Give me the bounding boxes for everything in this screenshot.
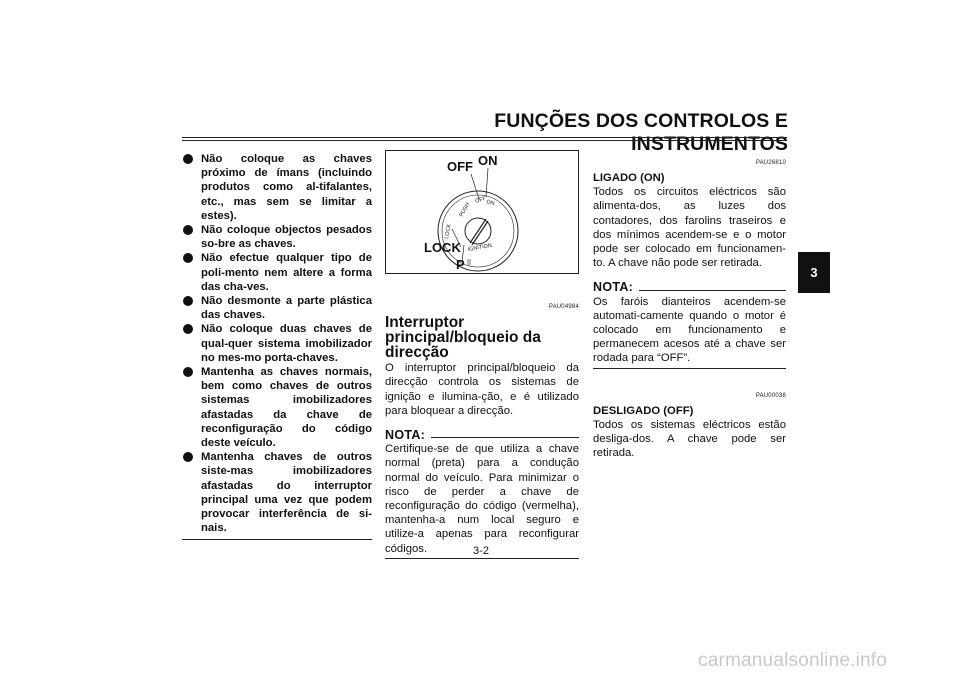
list-item: Não coloque as chaves próximo de ímans (incluindo produtos como al-tifalantes, etc., mas sem se limitar a estes). (182, 152, 372, 223)
list-item: Não coloque duas chaves de qual-quer sistema imobilizador no mes-mo porta-chaves. (182, 322, 372, 365)
subsection-paragraph-on: Todos os circuitos eléctricos são alimenta-dos, as luzes dos contadores, dos farolins traseiros e dos mínimos acendem-se e o motor pode ser colocado em funcionamen-to. A chave não pode ser retirada. (593, 186, 786, 270)
bullet-icon (183, 296, 193, 306)
bullet-icon (183, 225, 193, 235)
note-header (593, 280, 786, 294)
caution-bullet-list (182, 152, 372, 535)
list-item: Não desmonte a parte plástica das chaves. (182, 294, 372, 322)
title-rule (182, 137, 787, 138)
section-paragraph: O interruptor principal/bloqueio da direcção controla os sistemas de ignição e ilumina-ção, e é utilizado para bloquear a direcção. (385, 362, 579, 417)
dial-off-text: OFF (474, 195, 488, 205)
section-code-on: PAU26810 (755, 160, 786, 166)
label-lock: LOCK (424, 240, 461, 255)
bullet-icon (183, 154, 193, 164)
title-rule-thin (182, 140, 787, 141)
note-header (385, 428, 579, 442)
bullet-icon (183, 253, 193, 263)
note-rule (431, 437, 579, 438)
list-item: Mantenha chaves de outros siste-mas imobilizadores afastadas do interruptor principal uma vez que podem provocar interferência de si-nais. (182, 450, 372, 535)
page-title: FUNÇÕES DOS CONTROLOS E INSTRUMENTOS (494, 110, 788, 155)
dial-push-text: PUSH (458, 201, 472, 218)
section-code: PAU04984 (548, 304, 579, 310)
ignition-switch-figure (385, 150, 579, 274)
list-item: Mantenha as chaves normais, bem como chaves de outros sistemas imobilizadores afastadas da chave de reconfiguração do código deste veículo. (182, 365, 372, 450)
note-text: Os faróis dianteiros acendem-se automati-camente quando o motor é colocado em funcionamento e permanecem acesos até a chave ser rodada para “OFF”. (593, 295, 786, 365)
ignition-dial-illustration (386, 151, 578, 273)
dial-ignition-text: IGNITION (467, 242, 493, 253)
note-label: NOTA: (385, 428, 426, 443)
caution-end-rule (182, 539, 372, 540)
subsection-title-on: LIGADO (ON) (593, 172, 665, 185)
note-end-rule (385, 558, 579, 559)
column-middle (385, 150, 579, 559)
section-title: Interruptor principal/bloqueio da direcção (385, 314, 541, 362)
bullet-icon (183, 452, 193, 462)
bullet-icon (183, 367, 193, 377)
note-end-rule (593, 368, 786, 369)
subsection-paragraph-off: Todos os sistemas eléctricos estão desliga-dos. A chave pode ser retirada. (593, 418, 786, 460)
column-left (182, 152, 372, 540)
label-on: ON (478, 153, 498, 168)
chapter-tab: 3 (798, 252, 830, 293)
label-off: OFF (447, 159, 473, 174)
dial-on-text: ON (485, 199, 496, 208)
watermark: carmanualsonline.info (698, 650, 888, 671)
column-right (593, 150, 786, 460)
bullet-icon (183, 324, 193, 334)
section-code-off: PAU00038 (755, 392, 786, 399)
dial-lock-text: LOCK (444, 223, 453, 240)
subsection-title-off: DESLIGADO (OFF) (593, 404, 694, 417)
list-item: Não efectue qualquer tipo de poli-mento nem altere a forma das cha-ves. (182, 251, 372, 294)
note-rule (639, 290, 786, 291)
note-label: NOTA: (593, 280, 634, 295)
note-text: Certifique-se de que utiliza a chave normal (preta) para a condução normal do veículo. Para minimizar o risco de perder a chave de reconfiguração do código (vermelha), mantenha-a num local seguro e utilize-a apenas para reconfigurar códigos. (385, 443, 579, 555)
page-number: 3-2 (473, 545, 489, 557)
list-item: Não coloque objectos pesados so-bre as chaves. (182, 223, 372, 251)
label-p: P (456, 257, 465, 272)
